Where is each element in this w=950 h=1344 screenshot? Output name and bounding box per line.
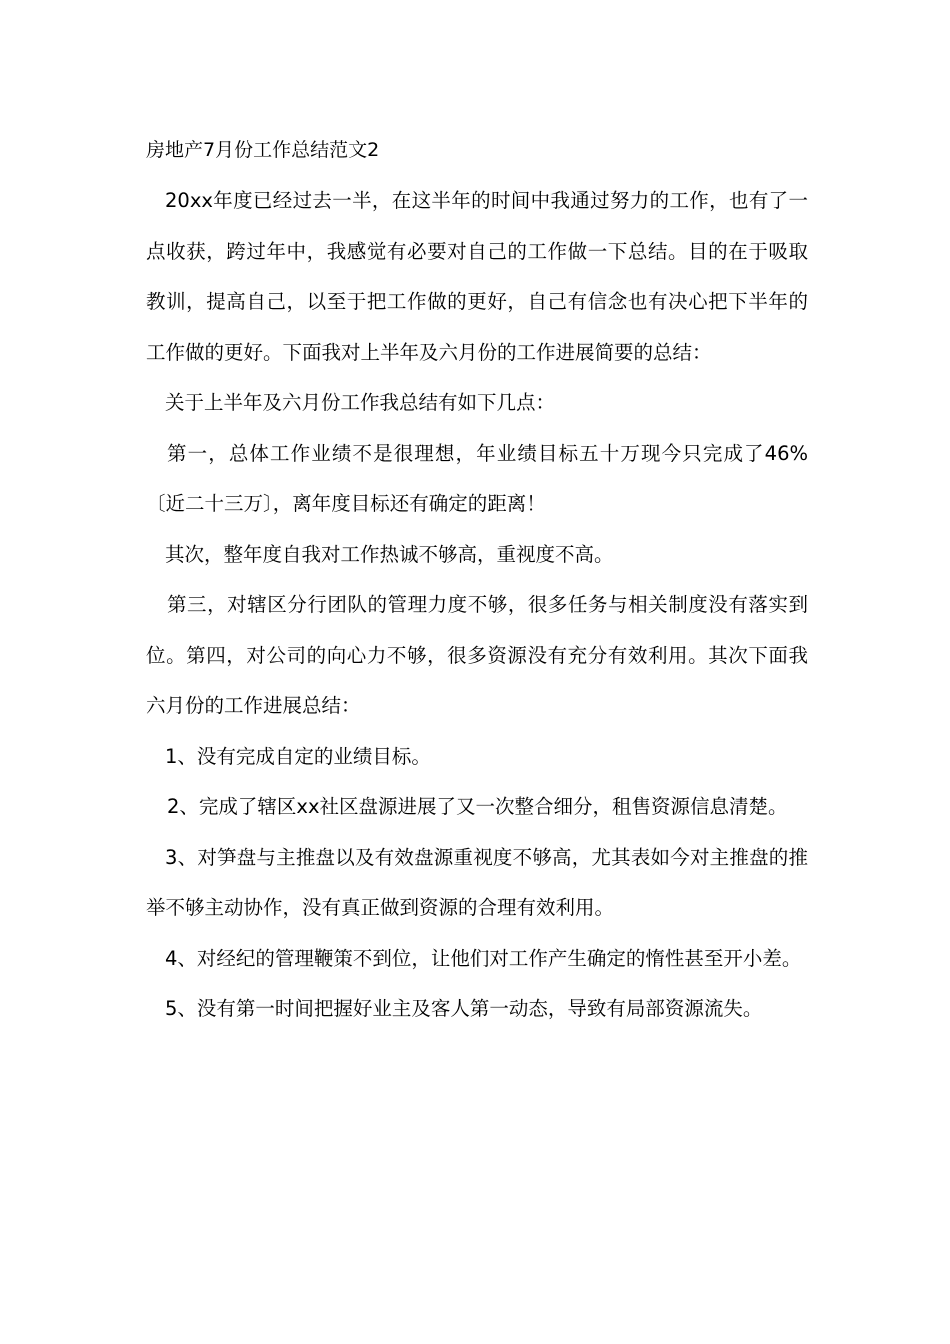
paragraph-point-first: 第一，总体工作业绩不是很理想，年业绩目标五十万现今只完成了46%〔近二十三万〕，离年度目标还有确定的距离！ bbox=[146, 441, 808, 515]
paragraph-point-third-fourth: 第三，对辖区分行团队的管理力度不够，很多任务与相关制度没有落实到位。第四，对公司的向心力不够，很多资源没有充分有效利用。其次下面我六月份的工作进展总结： bbox=[146, 593, 808, 717]
list-item-4: 4、对经纪的管理鞭策不到位，让他们对工作产生确定的惰性甚至开小差。 bbox=[165, 946, 802, 970]
paragraph-point-second: 其次，整年度自我对工作热诚不够高，重视度不高。 bbox=[165, 542, 614, 566]
paragraph-summary-heading: 关于上半年及六月份工作我总结有如下几点： bbox=[165, 391, 556, 414]
paragraph-intro: 20xx年度已经过去一半，在这半年的时间中我通过努力的工作，也有了一点收获，跨过年中，我感觉有必要对自己的工作做一下总结。目的在于吸取教训，提高自己，以至于把工作做的更好，自己有信念也有决心把下半年的工作做的更好。下面我对上半年及六月份的工作进展简要的总结： bbox=[146, 189, 808, 364]
document-title: 房地产7月份工作总结范文2 bbox=[146, 139, 380, 161]
list-item-2: 2、完成了辖区xx社区盘源进展了又一次整合细分，租售资源信息清楚。 bbox=[167, 795, 788, 818]
list-item-1: 1、没有完成自定的业绩目标。 bbox=[165, 744, 431, 768]
list-item-5: 5、没有第一时间把握好业主及客人第一动态，导致有局部资源流失。 bbox=[165, 997, 763, 1020]
document-body bbox=[146, 130, 808, 1035]
list-item-3: 3、对笋盘与主推盘以及有效盘源重视度不够高，尤其表如今对主推盘的推举不够主动协作，没有真正做到资源的合理有效利用。 bbox=[146, 845, 808, 919]
